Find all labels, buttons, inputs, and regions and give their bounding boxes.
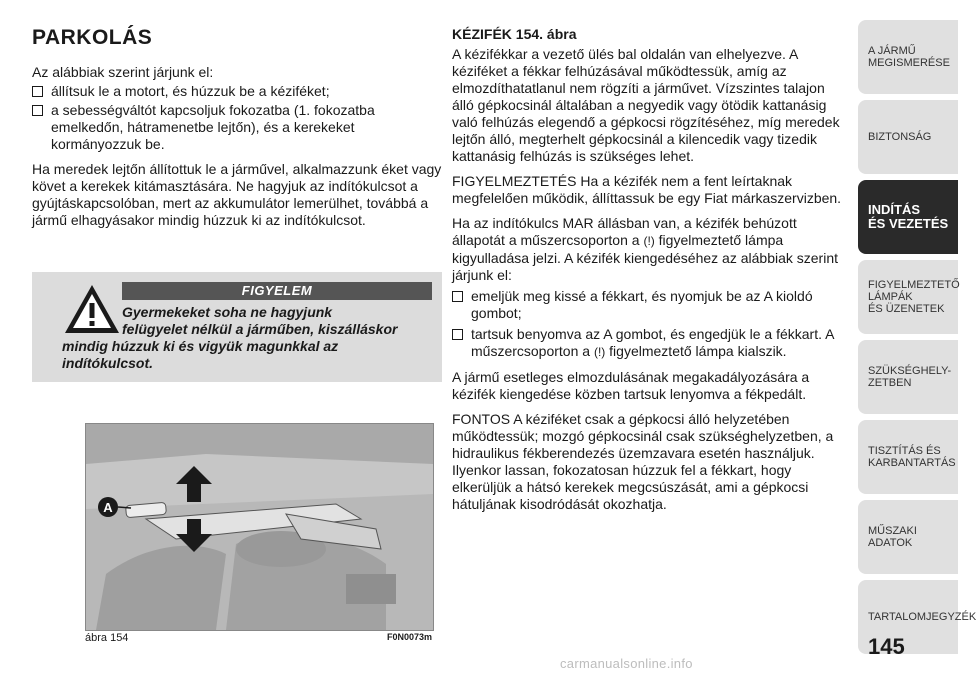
figure-caption-text: ábra 154 (85, 632, 129, 644)
checkbox-bullet-icon (32, 105, 43, 116)
checkbox-bullet-icon (32, 86, 43, 97)
tab-technical-data[interactable]: MŰSZAKI ADATOK (858, 500, 958, 574)
watermark: carmanualsonline.info (560, 656, 693, 671)
list-item-text (471, 326, 842, 361)
tab-emergency[interactable]: SZÜKSÉGHELY- ZETBEN (858, 340, 958, 414)
important-paragraph: FONTOS A kéziféket csak a gépkocsi álló helyzetében működtessük; mozgó gépkocsinál csak szükséghelyzetben, a hidraulikus fékberendezés üzemzavara esetén használjuk. Ilyenkor lassan, fokozatosan húzzuk fel a fékkart, hogy elkerüljük a hátsó kerekek megcsúszását, ami a gépkocsi hátuljának kisodródását okozhatja. (452, 411, 834, 512)
section-title-parking: PARKOLÁS (32, 26, 153, 49)
list-item-text: emeljük meg kissé a fékkart, és nyomjuk be az A kioldó gombot; (471, 288, 813, 321)
list-item-text-part: tartsuk benyomva az A gombot, és engedjük le a fékkart. A műszercsoporton a (471, 326, 834, 359)
indicator-text: Ha az indítókulcs MAR állásban van, a kézifék behúzott állapotát a műszercsoporton a (452, 215, 797, 248)
list-item (452, 326, 842, 361)
figure-label-a: A (103, 500, 113, 515)
warning-line: felügyelet nélkül a járműben, kiszálláskor (122, 321, 398, 337)
warning-box (32, 272, 442, 382)
indicator-text: figyelmeztető lámpa kigyulladása jelzi. A kézifék kiengedéséhez az alábbiak szerint járjunk el: (452, 232, 839, 283)
warning-text (62, 304, 432, 372)
indicator-paragraph (452, 215, 842, 284)
page-number: 145 (868, 634, 905, 659)
tab-warning-lights[interactable]: FIGYELMEZTETŐ LÁMPÁK ÉS ÜZENETEK (858, 260, 958, 334)
warning-line: mindig húzzuk ki és vigyük magunkkal az indítókulcsot. (62, 338, 339, 371)
list-item (32, 83, 442, 100)
tab-index[interactable]: TARTALOMJEGYZÉK (858, 580, 958, 654)
right-column (452, 26, 842, 521)
warning-line: Gyermekeket soha ne hagyjunk (122, 304, 333, 320)
list-item (452, 288, 842, 322)
handbrake-figure (85, 423, 434, 631)
tab-maintenance[interactable]: TISZTÍTÁS ÉS KARBANTARTÁS (858, 420, 958, 494)
section-title-handbrake: KÉZIFÉK 154. ábra (452, 26, 577, 42)
list-item (32, 102, 442, 153)
checkbox-bullet-icon (452, 329, 463, 340)
parking-paragraph: Ha meredek lejtőn állítottuk le a járművel, alkalmazzunk éket vagy követ a kerekek kitámasztására. Ne hagyjuk az indítókulcsot a gyújtáskapcsolóban, mert az akkumulátor lemerülhet, továbbá a jármű elhagyásakor mindig húzzuk ki az indítókulcsot. (32, 161, 442, 228)
figure-caption (85, 632, 432, 644)
warning-paragraph: FIGYELMEZTETÉS Ha a kézifék nem a fent leírtaknak megfelelően működik, állíttassuk be egy Fiat márkaszervizben. (452, 173, 842, 206)
handbrake-paragraph: A kézifékkar a vezető ülés bal oldalán van elhelyezve. A kéziféket a fékkar felhúzásával működtessük, amíg az elmozdíthatatlanul nem rögzíti a járművet. Vízszintes talajon álló gépkocsinál általában a negyedik vagy ötödik kattanásig való felhúzás elegendő a gépkocsi rögzítéséhez, míg meredek lejtőn álló, megterhelt gépkocsinál a kilencedik vagy tizedik kattanásig felhúzás is szükséges lehet. (452, 46, 840, 164)
warning-header: FIGYELEM (122, 282, 432, 300)
brake-pedal-paragraph: A jármű esetleges elmozdulásának megakadályozására a kézifék kiengedése közben tartsuk lenyomva a fékpedált. (452, 369, 810, 402)
chapter-sidebar (858, 20, 976, 654)
tab-vehicle-overview[interactable]: A JÁRMŰ MEGISMERÉSE (858, 20, 958, 94)
handbrake-illustration (86, 424, 433, 630)
tab-starting-driving[interactable]: INDÍTÁS ÉS VEZETÉS (858, 180, 958, 254)
list-item-text-part: figyelmeztető lámpa kialszik. (605, 343, 787, 359)
brake-warning-lamp-icon: (!) (643, 234, 655, 248)
left-column (32, 26, 442, 237)
list-item-text: a sebességváltót kapcsoljuk fokozatba (1. fokozatba emelkedőn, hátramenetbe lejtőn), és a kerekeket kormányozzuk be. (51, 102, 375, 152)
brake-warning-lamp-icon: (!) (593, 345, 606, 359)
intro-text: Az alábbiak szerint járjunk el: (32, 64, 214, 80)
checkbox-bullet-icon (452, 291, 463, 302)
list-item-text: állítsuk le a motort, és húzzuk be a kéziféket; (51, 83, 330, 99)
figure-code: F0N0073m (386, 632, 432, 642)
tab-safety[interactable]: BIZTONSÁG (858, 100, 958, 174)
